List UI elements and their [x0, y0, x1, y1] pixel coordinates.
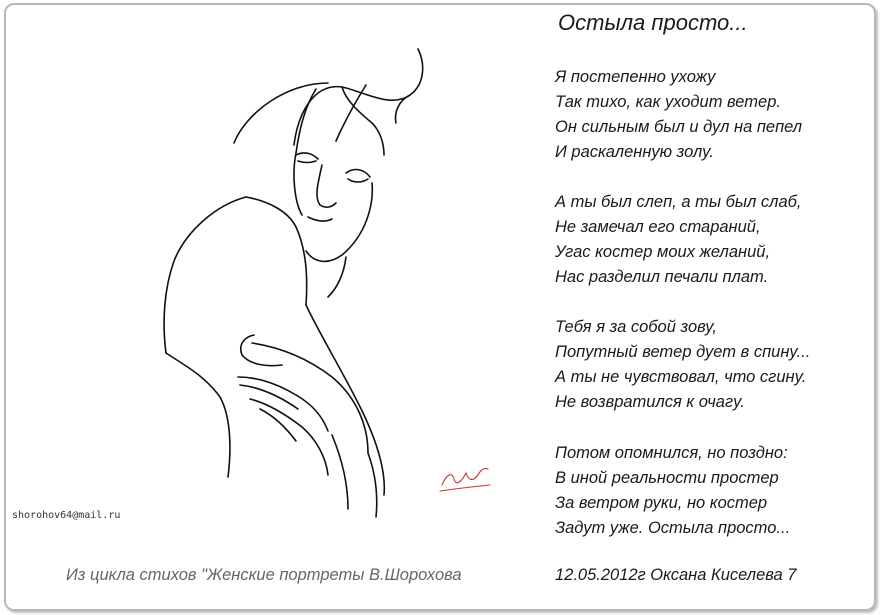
- poem-line: За ветром руки, но костер: [555, 494, 768, 512]
- poem-line: Потом опомнился, но поздно:: [555, 444, 788, 462]
- stanza-4: [555, 441, 790, 541]
- author-email: shorohov64@mail.ru: [12, 510, 121, 521]
- stanza-1: [555, 65, 802, 165]
- poem-line: Нас разделил печали плат.: [555, 268, 769, 286]
- poem-line: Задут уже. Остыла просто...: [555, 519, 791, 537]
- poem-line: А ты не чувствовал, что сгину.: [555, 368, 807, 386]
- poem-line: Угас костер моих желаний,: [555, 243, 771, 261]
- poem-line: В иной реальности простер: [555, 469, 779, 487]
- poem-line: Так тихо, как уходит ветер.: [555, 93, 781, 111]
- poem-line: Не замечал его стараний,: [555, 218, 761, 236]
- poem-line: Он сильным был и дул на пепел: [555, 118, 803, 136]
- poem-title: Остыла просто...: [558, 10, 748, 35]
- stanza-3: [555, 315, 810, 415]
- poem-signature: 12.05.2012г Оксана Киселева 7: [555, 566, 797, 584]
- artist-signature-mark: [440, 468, 490, 491]
- stanza-2: [555, 190, 802, 290]
- cycle-caption: Из цикла стихов "Женские портреты В.Шорохова: [66, 566, 462, 584]
- poem-line: Тебя я за собой зову,: [555, 318, 717, 336]
- poem-line: Не возвратился к очагу.: [555, 393, 745, 411]
- poem-line: А ты был слеп, а ты был слаб,: [555, 193, 802, 211]
- poem-line: Попутный ветер дует в спину...: [555, 343, 811, 361]
- poem-line: И раскаленную золу.: [555, 143, 714, 161]
- poem-line: Я постепенно ухожу: [555, 68, 716, 86]
- poem-card: [4, 3, 876, 611]
